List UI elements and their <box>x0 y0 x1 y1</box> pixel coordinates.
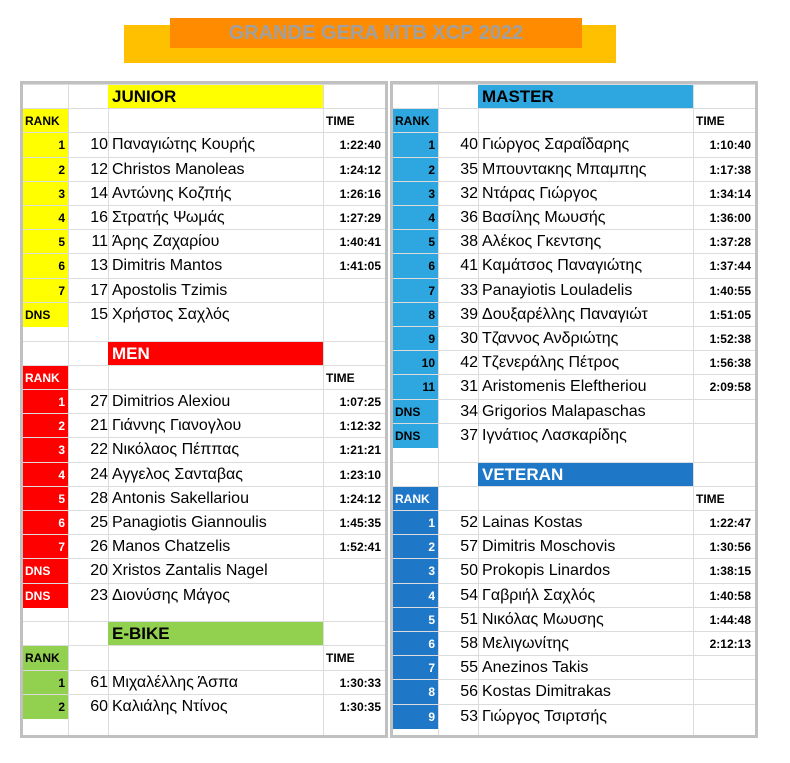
finish-time: 1:21:21 <box>339 443 381 458</box>
rank-cell: 11 <box>393 375 438 399</box>
men-time-header: TIME <box>326 370 355 385</box>
rider-name: Xristos Zantalis Nagel <box>112 562 268 580</box>
finish-time: 1:07:25 <box>339 394 381 409</box>
rank-cell: 1 <box>23 671 68 695</box>
rank-cell: 2 <box>23 414 68 438</box>
table-row <box>393 302 755 326</box>
rider-name: Anezinos Takis <box>482 659 589 677</box>
rank-cell: 5 <box>23 487 68 511</box>
rank-cell: 6 <box>393 254 438 278</box>
rider-name: Άρης Ζαχαρίου <box>112 233 220 251</box>
men-title-row <box>23 341 385 365</box>
bib-number: 14 <box>90 184 108 202</box>
rank-cell: 2 <box>23 158 68 182</box>
finish-time: 1:26:16 <box>339 186 381 201</box>
rank-cell: 4 <box>23 206 68 230</box>
page-title: GRANDE GERA MTB XCP 2022 <box>170 18 582 48</box>
rank-cell: 3 <box>393 559 438 583</box>
ebike-title-row <box>23 621 385 645</box>
rider-name: Ντάρας Γιώργος <box>482 184 598 202</box>
table-row <box>393 157 755 181</box>
rider-name: Dimitris Mantos <box>112 257 223 275</box>
veteran-time-header: TIME <box>696 491 725 506</box>
table-row <box>393 423 755 447</box>
rider-name: Lainas Kostas <box>482 513 583 531</box>
bib-number: 39 <box>460 305 478 323</box>
finish-time: 1:40:55 <box>709 283 751 298</box>
rank-cell: 4 <box>393 584 438 608</box>
bib-number: 30 <box>460 330 478 347</box>
bib-number: 36 <box>460 209 478 226</box>
rank-cell: 8 <box>393 303 438 327</box>
bib-number: 38 <box>460 233 478 251</box>
rank-cell: 3 <box>23 438 68 462</box>
bib-number: 41 <box>460 257 478 275</box>
finish-time: 1:30:56 <box>709 540 751 555</box>
bib-number: 20 <box>90 562 108 580</box>
rank-cell: DNS <box>23 584 68 608</box>
junior-rank-header: RANK <box>23 109 68 133</box>
veteran-title-row <box>393 462 755 486</box>
table-row <box>23 486 385 510</box>
table-row <box>393 253 755 277</box>
table-row <box>23 205 385 229</box>
table-row <box>393 534 755 558</box>
table-row <box>393 510 755 534</box>
table-row <box>393 607 755 631</box>
junior-header-row <box>23 108 385 132</box>
bib-number: 37 <box>460 426 478 444</box>
rider-name: Μιχαλέλλης Άσπα <box>112 673 239 691</box>
finish-time: 1:24:12 <box>339 491 381 506</box>
bib-number: 55 <box>460 659 478 677</box>
bib-number: 23 <box>90 586 108 604</box>
table-row <box>393 558 755 582</box>
bib-number: 35 <box>460 160 478 178</box>
rank-cell: 2 <box>393 158 438 182</box>
rider-name: Αλέκος Γκεντσης <box>482 233 602 251</box>
bib-number: 24 <box>90 465 108 483</box>
finish-time: 1:37:44 <box>709 259 751 274</box>
men-header-row <box>23 365 385 389</box>
table-row <box>393 326 755 350</box>
finish-time: 1:51:05 <box>709 307 751 322</box>
master-category-title: MASTER <box>478 85 693 108</box>
rank-cell: 6 <box>23 511 68 535</box>
bib-number: 16 <box>90 209 108 226</box>
table-row <box>393 655 755 679</box>
finish-time: 1:40:41 <box>339 235 381 250</box>
men-category-title: MEN <box>108 342 323 365</box>
rider-name: Christos Manoleas <box>112 160 245 178</box>
rider-name: Apostolis Tzimis <box>112 281 228 299</box>
finish-time: 1:17:38 <box>709 162 751 177</box>
table-row <box>23 670 385 694</box>
bib-number: 57 <box>460 538 478 556</box>
bib-number: 51 <box>460 610 478 628</box>
rank-cell: 3 <box>393 182 438 206</box>
bib-number: 31 <box>460 378 478 396</box>
bib-number: 33 <box>460 281 478 299</box>
rank-cell: 7 <box>23 535 68 559</box>
table-row <box>23 157 385 181</box>
rider-name: Prokopis Linardos <box>482 562 611 580</box>
bib-number: 34 <box>460 402 478 420</box>
finish-time: 1:23:10 <box>339 467 381 482</box>
rider-name: Νικόλαος Πέππας <box>112 441 240 459</box>
rider-name: Dimitris Moschovis <box>482 538 616 556</box>
rank-cell: DNS <box>23 303 68 327</box>
rank-cell: DNS <box>393 400 438 424</box>
ebike-header-row <box>23 645 385 669</box>
men-rank-header: RANK <box>23 366 68 390</box>
table-row <box>23 583 385 607</box>
rank-cell: 1 <box>393 511 438 535</box>
rank-cell: 8 <box>393 680 438 704</box>
table-row <box>393 278 755 302</box>
rider-name: Παναγιώτης Κουρής <box>112 136 256 154</box>
bib-number: 52 <box>460 513 478 531</box>
bib-number: 21 <box>90 417 108 435</box>
master-title-row <box>393 84 755 108</box>
bib-number: 32 <box>460 184 478 202</box>
bib-number: 12 <box>90 160 108 178</box>
rider-name: Γιάννης Γιανογλου <box>112 417 242 435</box>
finish-time: 1:27:29 <box>339 211 381 225</box>
rank-cell: 1 <box>23 390 68 414</box>
rider-name: Panagiotis Giannoulis <box>112 513 267 531</box>
finish-time: 1:45:35 <box>339 515 381 530</box>
finish-time: 1:41:05 <box>339 259 381 274</box>
rank-cell: 5 <box>393 230 438 254</box>
table-row <box>393 132 755 156</box>
table-row <box>393 229 755 253</box>
junior-title-row <box>23 84 385 108</box>
bib-number: 26 <box>90 538 108 556</box>
finish-time: 1:38:15 <box>709 564 751 579</box>
rider-name: Δουξαρέλλης Παναγιώτ <box>482 305 648 323</box>
finish-time: 1:12:32 <box>339 419 381 434</box>
table-row <box>23 510 385 534</box>
rank-cell: 9 <box>393 327 438 351</box>
finish-time: 1:30:35 <box>339 699 381 714</box>
rider-name: Γιώργος Σαραΐδαρης <box>482 136 630 154</box>
table-row <box>393 583 755 607</box>
veteran-category-title: VETERAN <box>478 463 693 486</box>
rank-cell: 6 <box>393 632 438 656</box>
finish-time: 1:37:28 <box>709 235 751 250</box>
table-row <box>23 413 385 437</box>
table-row <box>23 389 385 413</box>
table-row <box>393 631 755 655</box>
table-row <box>23 278 385 302</box>
bib-number: 28 <box>90 489 108 507</box>
rider-name: Ιγνάτιος Λασκαρίδης <box>482 426 627 444</box>
left-results-panel <box>20 81 388 738</box>
finish-time: 1:10:40 <box>709 138 751 153</box>
finish-time: 1:22:47 <box>709 515 751 530</box>
finish-time: 1:44:48 <box>709 612 751 627</box>
rider-name: Dimitrios Alexiou <box>112 392 231 410</box>
table-row <box>23 694 385 718</box>
finish-time: 1:24:12 <box>339 162 381 177</box>
junior-time-header: TIME <box>326 114 355 129</box>
bib-number: 17 <box>90 281 108 299</box>
rank-cell: 3 <box>23 182 68 206</box>
bib-number: 13 <box>90 257 108 275</box>
rank-cell: 5 <box>23 230 68 254</box>
table-row <box>23 437 385 461</box>
table-row <box>23 181 385 205</box>
ebike-time-header: TIME <box>326 651 355 666</box>
bib-number: 22 <box>90 441 108 459</box>
bib-number: 27 <box>90 392 108 410</box>
ebike-rank-header: RANK <box>23 646 68 670</box>
finish-time: 1:36:00 <box>709 211 751 225</box>
bib-number: 54 <box>460 586 478 604</box>
rider-name: Αγγελος Σανταβας <box>112 465 243 483</box>
rider-name: Νικόλας Μωυσης <box>482 610 604 628</box>
rider-name: Στρατής Ψωμάς <box>112 209 225 226</box>
right-results-panel <box>390 81 758 738</box>
rider-name: Μπουντακης Μπαμπης <box>482 160 647 178</box>
rank-cell: 2 <box>393 535 438 559</box>
table-row <box>23 302 385 326</box>
bib-number: 15 <box>90 305 108 323</box>
finish-time: 1:52:38 <box>709 332 751 346</box>
rank-cell: 5 <box>393 608 438 632</box>
master-header-row <box>393 108 755 132</box>
rider-name: Γιώργος Τσιρτσής <box>482 707 607 725</box>
finish-time: 1:52:41 <box>339 540 381 555</box>
rider-name: Τζενεράλης Πέτρος <box>482 354 620 372</box>
finish-time: 2:09:58 <box>709 380 751 395</box>
finish-time: 1:56:38 <box>709 356 751 371</box>
master-time-header: TIME <box>696 114 725 129</box>
rank-cell: 4 <box>23 463 68 487</box>
table-row <box>393 374 755 398</box>
bib-number: 40 <box>460 136 478 154</box>
table-row <box>393 679 755 703</box>
table-row <box>393 399 755 423</box>
master-rank-header: RANK <box>393 109 438 133</box>
rank-cell: 7 <box>393 656 438 680</box>
rank-cell: 10 <box>393 351 438 375</box>
rider-name: Μελιγωνίτης <box>482 634 569 652</box>
rank-cell: 7 <box>23 279 68 303</box>
rank-cell: 4 <box>393 206 438 230</box>
table-row <box>393 704 755 728</box>
rank-cell: 1 <box>393 133 438 157</box>
rider-name: Kostas Dimitrakas <box>482 683 611 701</box>
bib-number: 58 <box>460 634 478 652</box>
rider-name: Αντώνης Κοζπής <box>112 184 232 202</box>
finish-time: 1:34:14 <box>709 186 751 201</box>
table-row <box>393 181 755 205</box>
rider-name: Βασίλης Μωυσής <box>482 209 606 226</box>
table-row <box>23 132 385 156</box>
table-row <box>23 462 385 486</box>
table-row <box>23 253 385 277</box>
rank-cell: 1 <box>23 133 68 157</box>
table-row <box>23 558 385 582</box>
rider-name: Aristomenis Eleftheriou <box>482 378 647 396</box>
rider-name: Διονύσης Μάγος <box>112 586 231 604</box>
rider-name: Antonis Sakellariou <box>112 489 249 507</box>
bib-number: 61 <box>90 673 108 691</box>
bib-number: 56 <box>460 683 478 701</box>
bib-number: 60 <box>90 697 108 715</box>
bib-number: 53 <box>460 707 478 725</box>
bib-number: 11 <box>91 233 108 251</box>
rank-cell: 9 <box>393 705 438 729</box>
rider-name: Γαβριήλ Σαχλός <box>482 586 596 604</box>
finish-time: 1:40:58 <box>709 588 751 603</box>
finish-time: 1:22:40 <box>339 138 381 153</box>
table-row <box>393 350 755 374</box>
rider-name: Καλιάλης Ντίνος <box>112 697 228 715</box>
rank-cell: 6 <box>23 254 68 278</box>
veteran-rank-header: RANK <box>393 487 438 511</box>
veteran-header-row <box>393 486 755 510</box>
bib-number: 25 <box>90 513 108 531</box>
bib-number: 50 <box>460 562 478 580</box>
finish-time: 1:30:33 <box>339 675 381 690</box>
bib-number: 42 <box>460 354 478 372</box>
rank-cell: DNS <box>393 424 438 448</box>
rider-name: Χρήστος Σαχλός <box>112 305 230 323</box>
rider-name: Panayiotis Louladelis <box>482 281 633 299</box>
table-row <box>23 229 385 253</box>
rank-cell: 7 <box>393 279 438 303</box>
bib-number: 10 <box>90 136 108 154</box>
rider-name: Manos Chatzelis <box>112 538 231 556</box>
junior-category-title: JUNIOR <box>108 85 323 108</box>
table-row <box>393 205 755 229</box>
table-row <box>23 534 385 558</box>
rider-name: Καμάτσος Παναγιώτης <box>482 257 643 275</box>
rider-name: Τζαννος Ανδριώτης <box>482 330 619 347</box>
rank-cell: DNS <box>23 559 68 583</box>
finish-time: 2:12:13 <box>709 636 751 651</box>
ebike-category-title: E-BIKE <box>108 622 323 645</box>
rider-name: Grigorios Malapaschas <box>482 402 646 420</box>
rank-cell: 2 <box>23 695 68 719</box>
